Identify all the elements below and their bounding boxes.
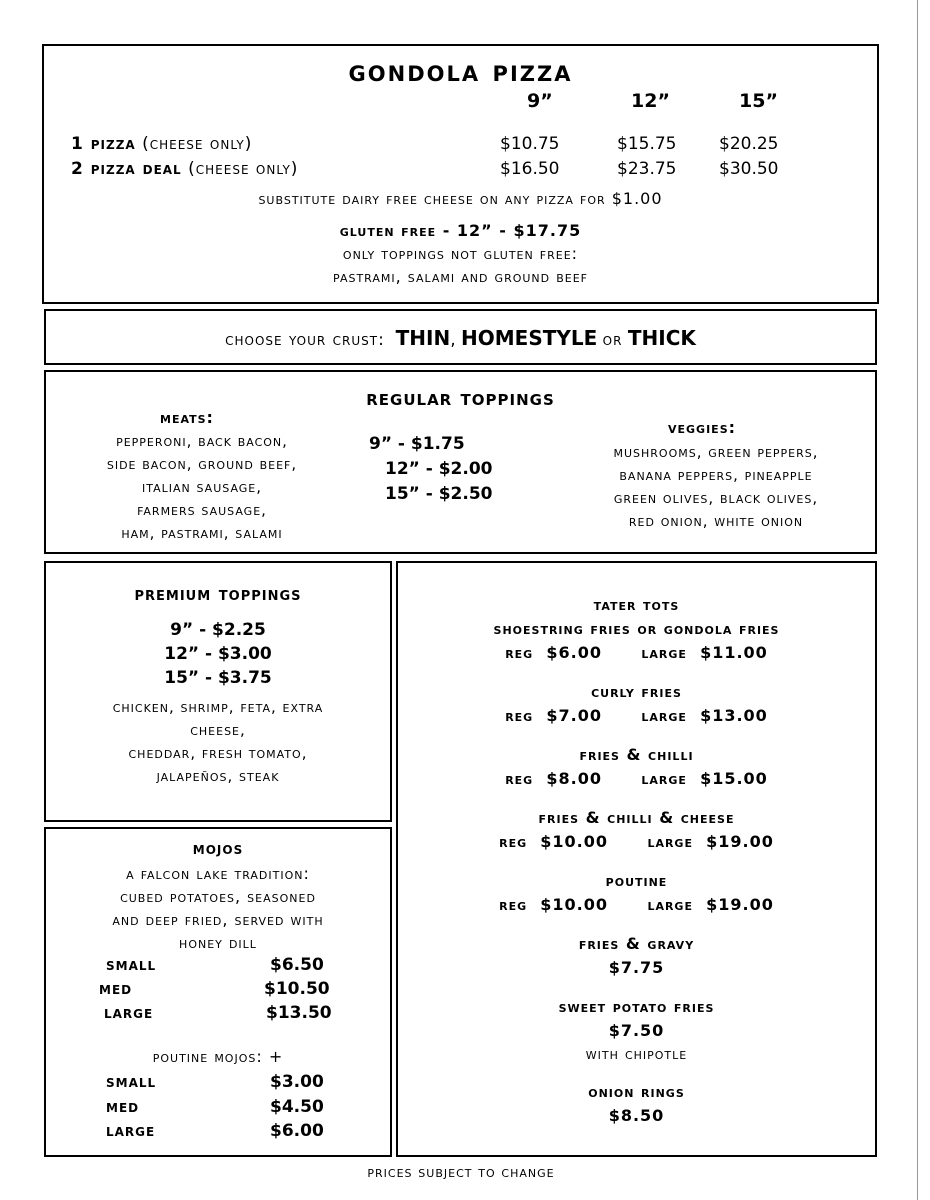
size-12: 12” bbox=[631, 90, 670, 112]
side-item bbox=[398, 743, 875, 791]
size-price: $3.00 bbox=[270, 1072, 324, 1092]
crust-prefix: choose your crust: bbox=[225, 330, 385, 350]
side-price: $8.50 bbox=[608, 1106, 665, 1125]
price-12: $23.75 bbox=[617, 159, 677, 179]
side-item bbox=[398, 932, 875, 980]
premium-items bbox=[46, 696, 390, 788]
size-price: $6.00 bbox=[270, 1121, 324, 1141]
premium-item-line: jalapeños, steak bbox=[156, 767, 280, 785]
side-item bbox=[398, 593, 875, 617]
mojos-title: mojos bbox=[192, 839, 244, 859]
side-name: shoestring fries or gondola fries bbox=[493, 619, 780, 638]
pizza-row-label: 2 pizza deal bbox=[71, 159, 182, 179]
poutine-size-row bbox=[46, 1070, 390, 1095]
price-15: $20.25 bbox=[719, 134, 779, 154]
price-15: $30.50 bbox=[719, 159, 779, 179]
side-prices bbox=[398, 641, 875, 665]
side-name: fries & chilli bbox=[579, 745, 694, 764]
veggies-title: veggies: bbox=[668, 418, 737, 437]
meat-line: side bacon, ground beef, bbox=[106, 455, 298, 473]
side-prices bbox=[398, 830, 875, 854]
price-9: $16.50 bbox=[500, 159, 560, 179]
side-item bbox=[398, 869, 875, 917]
regular-prices bbox=[364, 432, 493, 507]
poutine-mojos-title: poutine mojos: + bbox=[152, 1047, 284, 1066]
dairy-free-note: substitute dairy free cheese on any pizza for $1.00 bbox=[258, 189, 663, 208]
footer-note: prices subject to change bbox=[367, 1163, 555, 1181]
crust-or: or bbox=[602, 330, 623, 350]
size-label: small bbox=[106, 1072, 157, 1092]
veggies-list bbox=[551, 441, 881, 533]
price-12: $15.75 bbox=[617, 134, 677, 154]
side-name: tater tots bbox=[593, 595, 680, 614]
mojos-box bbox=[44, 827, 392, 1157]
large-price: $11.00 bbox=[700, 643, 768, 662]
sides-box bbox=[396, 561, 877, 1157]
premium-price-12: 12” - $3.00 bbox=[164, 644, 272, 664]
sides-list bbox=[398, 593, 875, 1128]
side-prices bbox=[398, 767, 875, 791]
veggie-line: red onion, white onion bbox=[628, 512, 804, 530]
premium-item-line: cheddar, fresh tomato, bbox=[128, 744, 308, 762]
premium-price-15: 15” - $3.75 bbox=[164, 668, 272, 688]
mojos-desc-line: a falcon lake tradition: bbox=[126, 864, 310, 883]
side-name: fries & chilli & cheese bbox=[538, 808, 735, 827]
size-price: $4.50 bbox=[270, 1096, 324, 1117]
page-title: gondola pizza bbox=[348, 54, 573, 89]
premium-price-9: 9” - $2.25 bbox=[170, 620, 266, 640]
mojos-size-row bbox=[46, 953, 390, 977]
mojos-size-row bbox=[46, 1001, 390, 1025]
page-edge bbox=[917, 0, 918, 1200]
large-price: $15.00 bbox=[700, 769, 768, 788]
size-label: large bbox=[106, 1121, 156, 1141]
pizza-prices-box bbox=[42, 44, 879, 304]
mojos-desc-line: and deep fried, served with bbox=[112, 910, 324, 929]
reg-price: $8.00 bbox=[546, 769, 602, 788]
crust-thin: THIN bbox=[395, 326, 451, 350]
gluten-free-price: gluten free - 12” - $17.75 bbox=[339, 221, 582, 240]
reg-label: reg bbox=[505, 769, 534, 788]
crust-sep: , bbox=[450, 330, 456, 350]
poutine-size-row bbox=[46, 1119, 390, 1144]
side-name: poutine bbox=[605, 871, 668, 890]
reg-label: reg bbox=[499, 895, 528, 914]
meat-line: pepperoni, back bacon, bbox=[116, 432, 288, 450]
size-price: $10.50 bbox=[264, 979, 330, 999]
gluten-list: pastrami, salami and ground beef bbox=[333, 267, 588, 286]
regular-toppings-title: regular toppings bbox=[366, 386, 555, 410]
meat-line: italian sausage, bbox=[141, 478, 263, 496]
premium-toppings-box bbox=[44, 561, 392, 822]
reg-price: $7.00 bbox=[546, 706, 602, 725]
poutine-size-row bbox=[46, 1095, 390, 1120]
mojos-desc-line: honey dill bbox=[179, 933, 257, 952]
large-label: large bbox=[641, 769, 687, 788]
reg-price: $10.00 bbox=[540, 895, 609, 914]
meat-line: farmers sausage, bbox=[137, 501, 267, 519]
side-item bbox=[398, 1080, 875, 1128]
reg-label: reg bbox=[505, 643, 534, 662]
crust-thick: THICK bbox=[627, 326, 696, 350]
size-9: 9” bbox=[527, 90, 553, 112]
premium-item-line: chicken, shrimp, feta, extra bbox=[112, 698, 324, 716]
side-item bbox=[398, 680, 875, 728]
crust-homestyle: HOMESTYLE bbox=[461, 326, 598, 350]
side-prices bbox=[398, 704, 875, 728]
meats-list bbox=[52, 430, 352, 545]
veggie-line: mushrooms, green peppers, bbox=[613, 443, 819, 461]
premium-item-line: cheese, bbox=[190, 721, 246, 739]
regular-price-9: 9” - $1.75 bbox=[369, 434, 465, 454]
side-note: with chipotle bbox=[585, 1044, 688, 1063]
large-label: large bbox=[647, 895, 693, 914]
side-item bbox=[398, 806, 875, 854]
mojos-desc-line: cubed potatoes, seasoned bbox=[120, 887, 316, 906]
large-price: $13.00 bbox=[700, 706, 768, 725]
side-price: $7.75 bbox=[608, 958, 665, 977]
large-label: large bbox=[641, 706, 687, 725]
side-name: curly fries bbox=[591, 682, 682, 701]
size-15: 15” bbox=[739, 90, 778, 112]
reg-price: $10.00 bbox=[540, 832, 609, 851]
large-label: large bbox=[641, 643, 687, 662]
side-name: onion rings bbox=[588, 1082, 685, 1101]
side-name: fries & gravy bbox=[578, 934, 695, 953]
veggie-line: banana peppers, pineapple bbox=[619, 466, 813, 484]
reg-label: reg bbox=[505, 706, 534, 725]
mojos-description bbox=[46, 862, 390, 954]
price-9: $10.75 bbox=[500, 134, 560, 154]
reg-price: $6.00 bbox=[546, 643, 602, 662]
size-label: small bbox=[106, 955, 157, 975]
pizza-row-label: 1 pizza bbox=[71, 134, 136, 154]
side-price: $7.50 bbox=[608, 1021, 665, 1040]
side-name: sweet potato fries bbox=[558, 997, 715, 1016]
large-price: $19.00 bbox=[706, 832, 774, 851]
mojos-sizes bbox=[46, 953, 390, 1025]
poutine-mojos-sizes bbox=[46, 1070, 390, 1144]
crust-box bbox=[44, 309, 877, 365]
regular-price-15: 15” - $2.50 bbox=[385, 484, 493, 504]
regular-toppings-box bbox=[44, 370, 877, 554]
side-item bbox=[398, 617, 875, 665]
pizza-row-sub: (cheese only) bbox=[181, 159, 299, 179]
size-price: $6.50 bbox=[270, 955, 324, 975]
reg-label: reg bbox=[499, 832, 528, 851]
premium-toppings-title: premium toppings bbox=[134, 583, 302, 605]
premium-prices bbox=[46, 618, 390, 690]
pizza-row-sub: (cheese only) bbox=[135, 134, 253, 154]
gluten-note: only toppings not gluten free: bbox=[342, 244, 579, 263]
crust-line bbox=[46, 326, 875, 350]
meat-line: ham, pastrami, salami bbox=[121, 524, 283, 542]
size-label: med bbox=[99, 979, 133, 999]
large-label: large bbox=[647, 832, 693, 851]
size-label: large bbox=[104, 1003, 154, 1023]
mojos-size-row bbox=[46, 977, 390, 1001]
regular-price-12: 12” - $2.00 bbox=[385, 459, 493, 479]
side-item bbox=[398, 995, 875, 1065]
size-label: med bbox=[106, 1096, 140, 1117]
side-prices bbox=[398, 893, 875, 917]
size-price: $13.50 bbox=[266, 1003, 332, 1023]
meats-title: meats: bbox=[160, 408, 214, 427]
large-price: $19.00 bbox=[706, 895, 774, 914]
veggie-line: green olives, black olives, bbox=[613, 489, 819, 507]
